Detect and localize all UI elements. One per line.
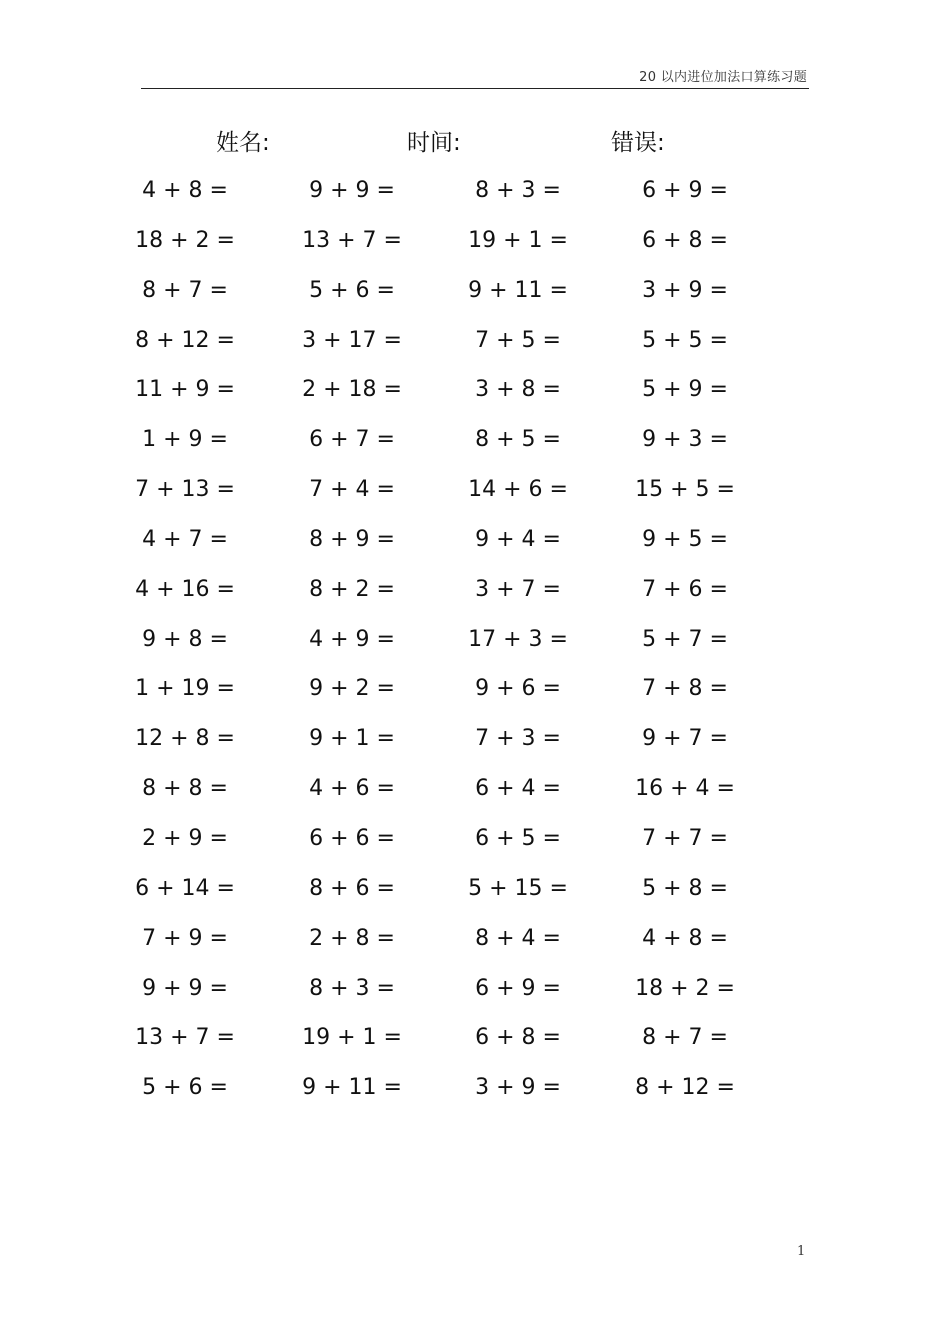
- problem: 8 + 5 =: [475, 427, 561, 453]
- problem: 4 + 8 =: [142, 178, 228, 203]
- problem-row: [0, 473, 950, 523]
- problem: 6 + 8 =: [475, 1025, 561, 1051]
- problem: 9 + 3 =: [642, 427, 728, 453]
- problem: 3 + 7 =: [475, 576, 561, 602]
- problem: 13 + 7 =: [302, 227, 402, 253]
- problem: 5 + 5 =: [642, 327, 728, 353]
- problem: 7 + 4 =: [309, 477, 395, 503]
- problem: 4 + 7 =: [142, 526, 228, 552]
- problem: 16 + 4 =: [635, 776, 735, 802]
- problem: 7 + 13 =: [135, 477, 235, 503]
- problem: 8 + 3 =: [475, 178, 561, 203]
- problem: 6 + 6 =: [309, 825, 395, 851]
- problem: 8 + 4 =: [475, 925, 561, 951]
- problem: 11 + 9 =: [135, 377, 235, 403]
- problem: 9 + 5 =: [642, 526, 728, 552]
- problem: 9 + 9 =: [309, 178, 395, 203]
- running-header-title: 20 以内进位加法口算练习题: [639, 70, 807, 85]
- problem: 7 + 7 =: [642, 825, 728, 851]
- problem: 9 + 1 =: [309, 726, 395, 752]
- problem-row: [0, 822, 950, 872]
- problem-row: [0, 174, 950, 224]
- problem: 8 + 12 =: [635, 1075, 735, 1101]
- problem: 15 + 5 =: [635, 477, 735, 503]
- problem-grid: [0, 174, 950, 1121]
- problem: 3 + 17 =: [302, 327, 402, 353]
- problem-row: [0, 573, 950, 623]
- problem: 8 + 7 =: [642, 1025, 728, 1051]
- problem: 8 + 2 =: [309, 576, 395, 602]
- page-number: 1: [797, 1244, 806, 1259]
- problem-row: [0, 523, 950, 573]
- problem: 3 + 9 =: [642, 277, 728, 303]
- problem: 13 + 7 =: [135, 1025, 235, 1051]
- student-info-row: [0, 126, 950, 160]
- problem-row: [0, 324, 950, 374]
- problem: 6 + 9 =: [642, 178, 728, 203]
- problem: 5 + 8 =: [642, 875, 728, 901]
- problem: 8 + 7 =: [142, 277, 228, 303]
- problem-row: [0, 274, 950, 324]
- problem-row: [0, 423, 950, 473]
- header-rule: [141, 88, 809, 89]
- problem-row: [0, 872, 950, 922]
- problem: 2 + 9 =: [142, 825, 228, 851]
- problem-row: [0, 224, 950, 274]
- problem: 4 + 8 =: [642, 925, 728, 951]
- problem: 8 + 9 =: [309, 526, 395, 552]
- problem: 19 + 1 =: [302, 1025, 402, 1051]
- problem: 6 + 8 =: [642, 227, 728, 253]
- problem: 2 + 18 =: [302, 377, 402, 403]
- problem: 7 + 8 =: [642, 676, 728, 702]
- problem: 9 + 8 =: [142, 626, 228, 652]
- name-label: 姓名:: [216, 130, 270, 156]
- problem-row: [0, 672, 950, 722]
- problem: 7 + 3 =: [475, 726, 561, 752]
- problem: 14 + 6 =: [468, 477, 568, 503]
- problem: 19 + 1 =: [468, 227, 568, 253]
- problem: 9 + 2 =: [309, 676, 395, 702]
- problem: 9 + 4 =: [475, 526, 561, 552]
- problem: 5 + 6 =: [142, 1075, 228, 1101]
- problem: 9 + 11 =: [468, 277, 568, 303]
- problem: 9 + 7 =: [642, 726, 728, 752]
- problem: 12 + 8 =: [135, 726, 235, 752]
- problem: 8 + 6 =: [309, 875, 395, 901]
- problem-row: [0, 623, 950, 673]
- problem: 7 + 5 =: [475, 327, 561, 353]
- problem: 9 + 9 =: [142, 975, 228, 1001]
- problem-row: [0, 722, 950, 772]
- problem: 4 + 9 =: [309, 626, 395, 652]
- time-label: 时间:: [407, 130, 461, 156]
- problem: 6 + 14 =: [135, 875, 235, 901]
- problem: 5 + 6 =: [309, 277, 395, 303]
- problem: 8 + 8 =: [142, 776, 228, 802]
- problem: 9 + 6 =: [475, 676, 561, 702]
- problem-row: [0, 1071, 950, 1121]
- problem: 6 + 5 =: [475, 825, 561, 851]
- problem: 4 + 16 =: [135, 576, 235, 602]
- problem: 7 + 6 =: [642, 576, 728, 602]
- problem: 3 + 8 =: [475, 377, 561, 403]
- problem-row: [0, 1021, 950, 1071]
- problem: 6 + 7 =: [309, 427, 395, 453]
- problem-row: [0, 922, 950, 972]
- problem: 8 + 12 =: [135, 327, 235, 353]
- problem: 4 + 6 =: [309, 776, 395, 802]
- problem: 6 + 9 =: [475, 975, 561, 1001]
- problem: 8 + 3 =: [309, 975, 395, 1001]
- problem: 18 + 2 =: [135, 227, 235, 253]
- problem: 3 + 9 =: [475, 1075, 561, 1101]
- problem: 1 + 19 =: [135, 676, 235, 702]
- problem: 5 + 7 =: [642, 626, 728, 652]
- problem-row: [0, 772, 950, 822]
- problem-row: [0, 373, 950, 423]
- problem: 7 + 9 =: [142, 925, 228, 951]
- problem: 6 + 4 =: [475, 776, 561, 802]
- problem: 17 + 3 =: [468, 626, 568, 652]
- problem: 1 + 9 =: [142, 427, 228, 453]
- errors-label: 错误:: [611, 130, 665, 156]
- problem: 2 + 8 =: [309, 925, 395, 951]
- problem-row: [0, 972, 950, 1022]
- problem: 9 + 11 =: [302, 1075, 402, 1101]
- problem: 5 + 15 =: [468, 875, 568, 901]
- problem: 5 + 9 =: [642, 377, 728, 403]
- problem: 18 + 2 =: [635, 975, 735, 1001]
